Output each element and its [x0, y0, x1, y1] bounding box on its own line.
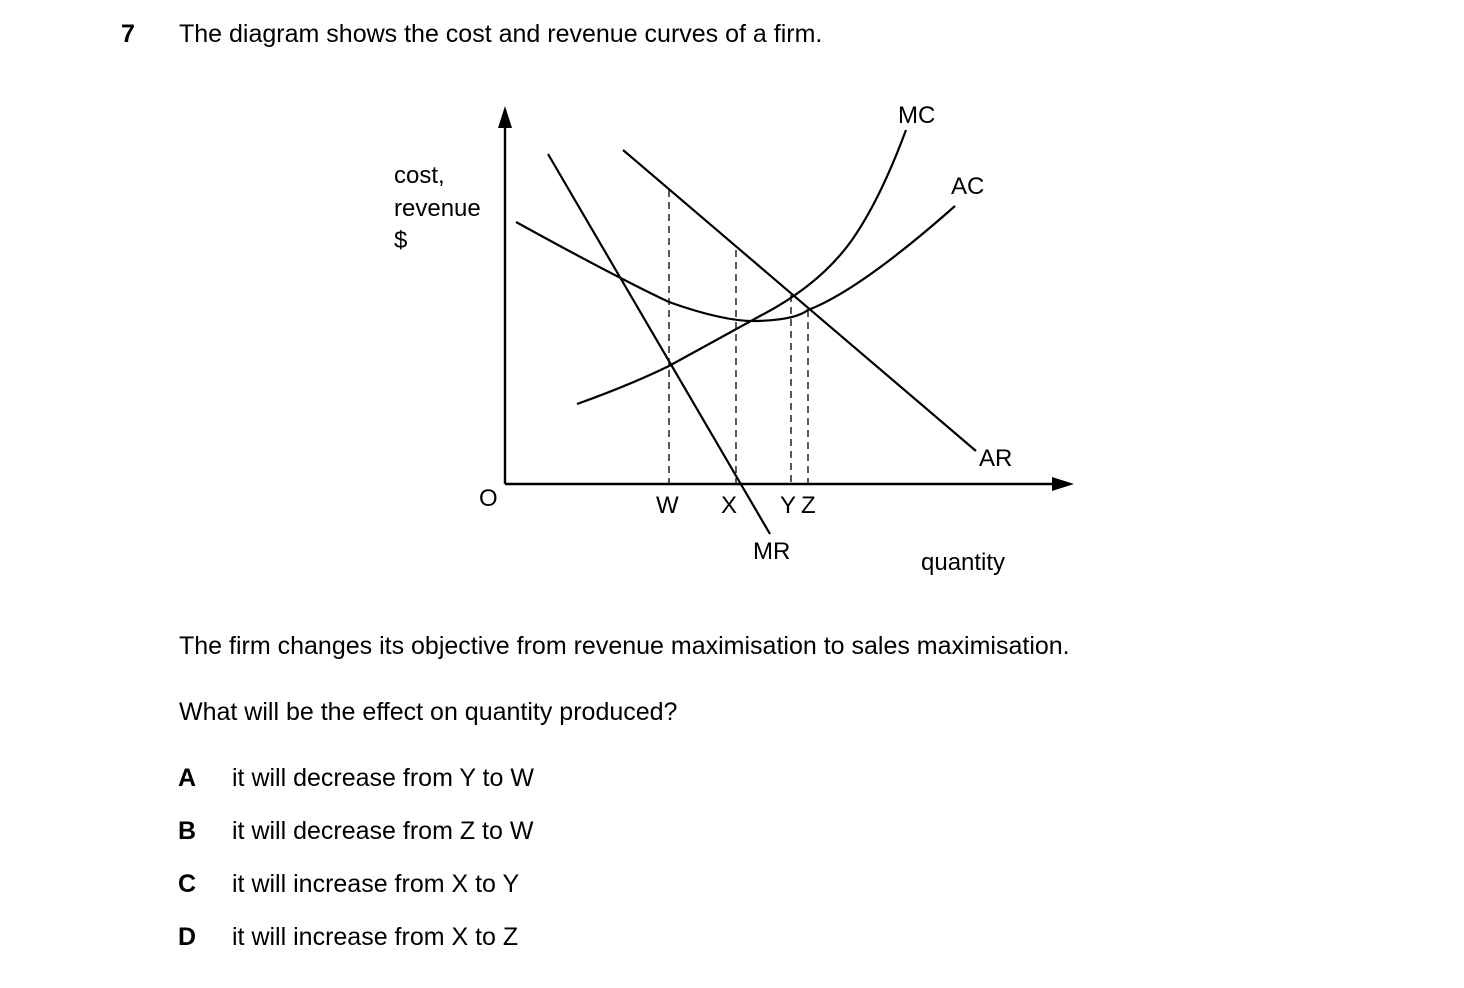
y-axis-label-line-3: $ [394, 227, 408, 254]
question-number: 7 [121, 20, 135, 48]
y-axis-label-line-1: cost, [394, 162, 445, 189]
ar-label: AR [979, 445, 1013, 472]
option-b-text: it will decrease from Z to W [232, 817, 534, 845]
quantity-label-w: W [656, 492, 679, 519]
mr-label: MR [753, 538, 791, 565]
option-c-letter: C [178, 870, 197, 898]
quantity-label-x: X [721, 492, 738, 519]
mc-label: MC [898, 102, 936, 129]
x-axis-label: quantity [921, 549, 1006, 576]
question-prompt: What will be the effect on quantity produced? [179, 698, 678, 726]
option-d-letter: D [178, 923, 197, 951]
ac-label: AC [951, 173, 985, 200]
question-statement: The firm changes its objective from revenue maximisation to sales maximisation. [179, 632, 1070, 660]
quantity-label-z: Z [801, 492, 816, 519]
y-axis-arrow-icon [498, 106, 512, 128]
mr-curve [548, 154, 770, 534]
quantity-label-y: Y [780, 492, 797, 519]
option-a-text: it will decrease from Y to W [232, 764, 534, 792]
y-axis-label-line-2: revenue [394, 195, 481, 222]
question-stem: The diagram shows the cost and revenue curves of a firm. [179, 20, 823, 48]
option-b-letter: B [178, 817, 197, 845]
origin-label: O [479, 485, 498, 512]
x-axis-arrow-icon [1052, 477, 1074, 491]
option-c-text: it will increase from X to Y [232, 870, 520, 898]
option-a-letter: A [178, 764, 197, 792]
option-d-text: it will increase from X to Z [232, 923, 519, 951]
ar-curve [623, 150, 976, 451]
mc-curve [577, 130, 906, 404]
